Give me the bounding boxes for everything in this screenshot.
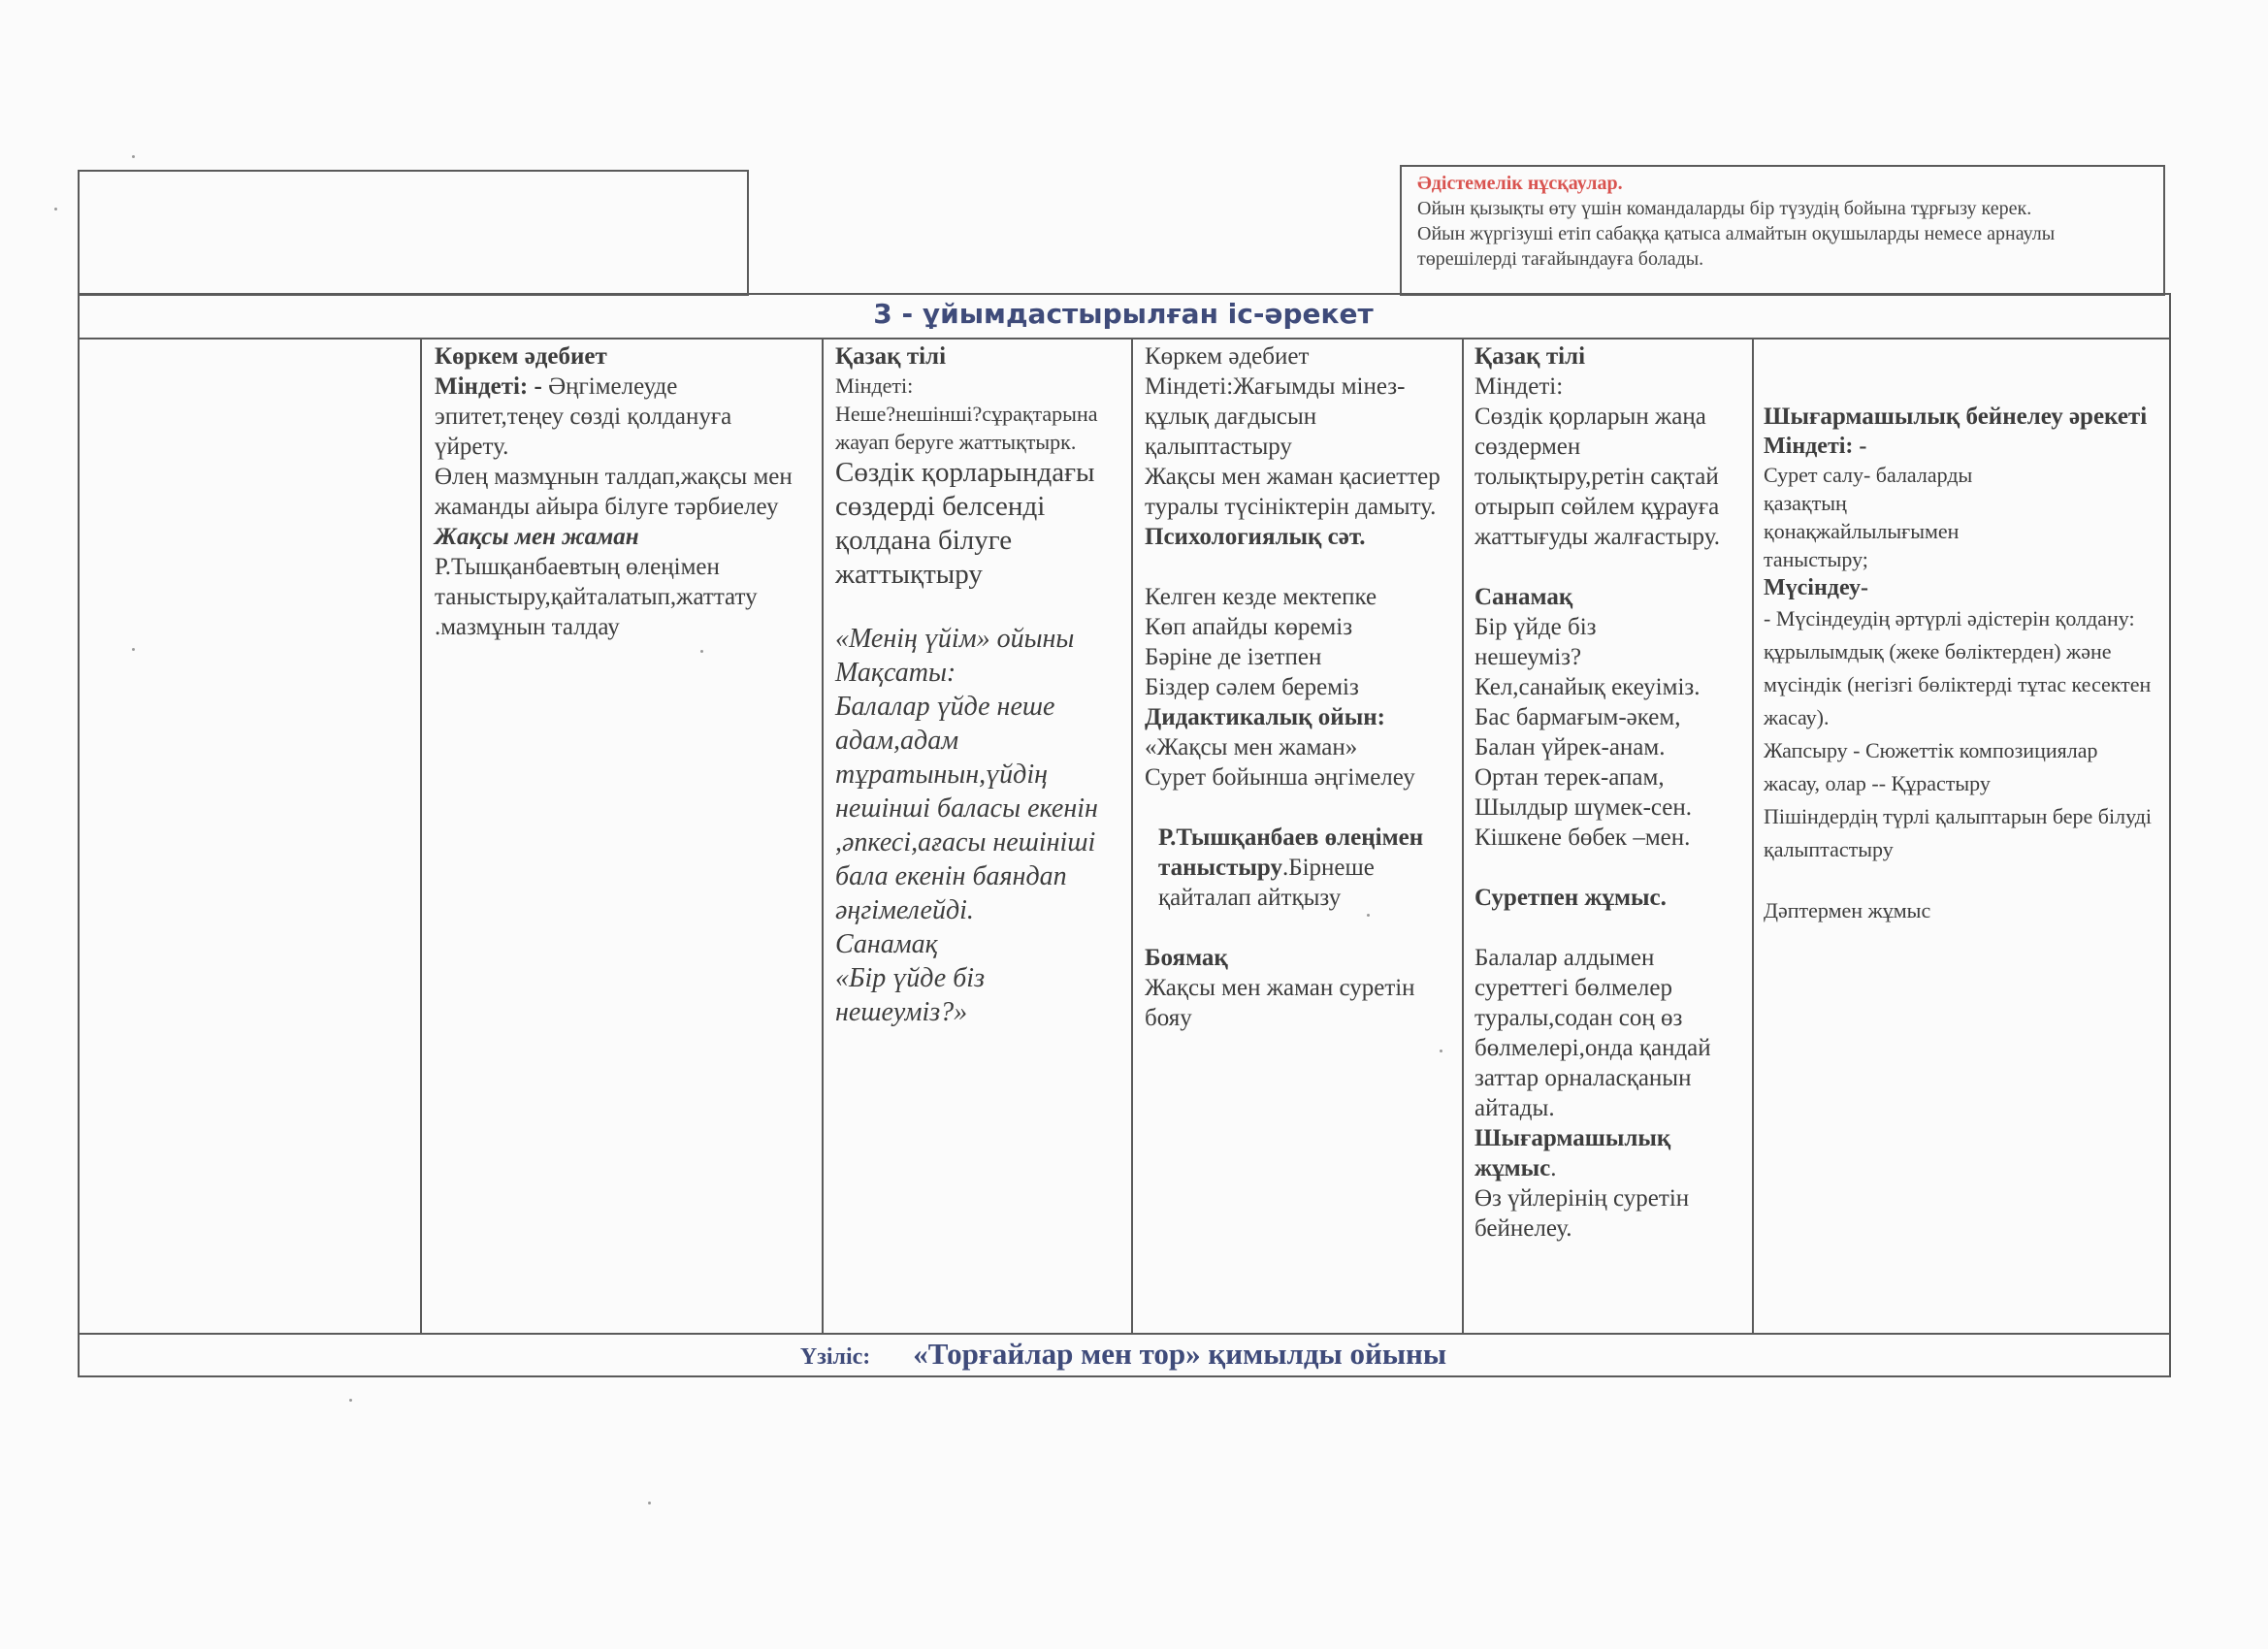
author-title: Р.Тышқанбаев өлеңімен таныстыру — [1158, 824, 1424, 881]
column-divider — [822, 338, 824, 1334]
column-literature-1 — [435, 341, 808, 642]
game-desc: Сурет бойынша әңгімелеу — [1145, 764, 1415, 791]
text-line: Жақсы мен жаман қасиеттер туралы түсініктерін дамыту. — [1145, 464, 1441, 520]
break-game: «Торғайлар мен тор» қимылды ойыны — [913, 1337, 1447, 1371]
coloring-title: Боямақ — [1145, 945, 1228, 971]
task-text: Неше?нешінші?сұрақтарына жауап беруге жаттықтырк. — [835, 402, 1098, 454]
applique-text: Жапсыру - Сюжеттік композициялар жасау, олар -- Құрастыру — [1764, 738, 2098, 795]
game-title: «Менің үйім» ойыны — [835, 624, 1075, 654]
notebook-text: Дәптермен жұмыс — [1764, 898, 1931, 922]
note-line: төрешілерді тағайындауға болады. — [1417, 248, 1704, 270]
subject-title: Қазақ тілі — [1474, 343, 1586, 370]
title-divider — [78, 338, 2171, 340]
psych-title: Психологиялық сәт. — [1145, 524, 1366, 550]
column-kazakh-2 — [1474, 341, 1746, 1244]
rhyme-line: Ортан терек-апам, — [1474, 764, 1665, 791]
goal-label: Мақсаты: — [835, 658, 956, 688]
task — [435, 372, 808, 462]
poem-line: Келген кезде мектепке — [1145, 584, 1377, 610]
text-line: Р.Тышқанбаевтың өлеңімен таныстыру,қайталатып,жаттату .мазмұнын талдау — [435, 554, 758, 640]
text-line: Өлең мазмұнын талдап,жақсы мен жаманды айыра білуге тәрбиелеу — [435, 464, 793, 520]
task-label: Міндеті: - — [1764, 434, 1867, 459]
scan-speck — [1440, 1050, 1442, 1052]
subject-title: Қазақ тілі — [835, 343, 947, 370]
column-divider — [1752, 338, 1754, 1334]
top-left-box — [78, 170, 749, 296]
scan-speck — [648, 1502, 651, 1504]
rhyme-line: Бас бармағым-әкем, — [1474, 704, 1681, 730]
sculpt-label: Мүсіндеу- — [1764, 575, 1868, 600]
note-line: Ойын қызықты өту үшін командаларды бір түзудің бойына тұрғызу керек. — [1417, 198, 2032, 219]
note-line: Ойын жүргізуші етіп сабаққа қатыса алмайтын оқушыларды немесе арнаулы — [1417, 223, 2056, 244]
game-title: «Жақсы мен жаман» — [1145, 734, 1358, 760]
column-divider — [1131, 338, 1133, 1334]
shapes-text: Пішіндердің түрлі қалыптарын бере білуді қалыптастыру — [1764, 804, 2153, 861]
scan-speck — [54, 208, 57, 210]
break-label: Үзіліс: — [799, 1344, 871, 1370]
rhyme-title: «Бір үйде біз нешеуміз?» — [835, 963, 986, 1027]
coloring-desc: Жақсы мен жаман суретін бояу — [1145, 975, 1415, 1031]
task-label: Міндеті: - — [435, 373, 549, 400]
subject-title: Көркем әдебиет — [435, 343, 607, 370]
picture-desc: Балалар алдымен суреттегі бөлмелер туралы,содан соң өз бөлмелері,онда қандай заттар орналасқанын айтады. — [1474, 945, 1711, 1121]
task-label: Міндеті: — [1474, 373, 1564, 400]
task-text: Міндеті:Жағымды мінез-құлық дағдысын қалыптастыру — [1145, 373, 1406, 460]
column-divider — [1462, 338, 1464, 1334]
scan-speck — [1367, 914, 1370, 917]
poem-line: Біздер сәлем береміз — [1145, 674, 1359, 700]
footer-divider — [78, 1333, 2171, 1335]
footer-break — [78, 1337, 2169, 1375]
topic-title: Жақсы мен жаман — [435, 524, 639, 550]
vocab-text: Сөздік қорларындағы сөздерді белсенді қолдана білуге жаттықтыру — [835, 457, 1095, 590]
scan-speck — [700, 650, 703, 653]
rhyme-label: Санамақ — [835, 929, 938, 959]
rhyme-line: Кел,санайық екеуіміз. — [1474, 674, 1701, 700]
poem-line: Көп апайды көреміз — [1145, 614, 1353, 640]
poem-line: Бәріне де ізетпен — [1145, 644, 1322, 670]
creative-dot: . — [1550, 1155, 1557, 1181]
column-creative — [1764, 402, 2156, 924]
rhyme-line: Шылдыр шүмек-сен. — [1474, 794, 1693, 821]
rhyme-line: Бір үйде біз — [1474, 614, 1597, 640]
section-title: 3 - ұйымдастырылған іс-әрекет — [873, 298, 1374, 330]
column-kazakh-1 — [835, 341, 1110, 1029]
author-tail: .Бірнеше қайталап айтқызу — [1158, 855, 1375, 911]
column-literature-2 — [1145, 341, 1450, 1033]
sculpt-text: - Мүсіндеудің әртүрлі әдістерін қолдану: құрылымдық (жеке бөліктерден) және мүсіндік (негізгі бөліктерді тұтас кесектен жасау). — [1764, 606, 2152, 729]
column-divider — [420, 338, 422, 1334]
scan-speck — [132, 648, 135, 651]
methodical-note — [1417, 171, 2155, 272]
subject-title: Шығармашылық бейнелеу әрекеті — [1764, 404, 2148, 430]
scan-speck — [349, 1399, 352, 1402]
creative-title: Шығармашылық жұмыс — [1474, 1125, 1671, 1181]
rhyme-line: нешеуміз? — [1474, 644, 1582, 670]
rhyme-line: Кішкене бөбек –мен. — [1474, 824, 1691, 851]
task-text: Сөздік қорларын жаңа сөздермен толықтыру,ретін сақтай отырып сөйлем құрауға жаттығуды жалғастыру. — [1474, 404, 1720, 550]
task-text: Әңгімелеуде эпитет,теңеу сөзді қолдануға үйрету. — [435, 373, 732, 460]
rhyme-label: Санамақ — [1474, 584, 1573, 610]
note-title: Әдістемелік нұсқаулар. — [1417, 173, 1623, 194]
scan-speck — [132, 155, 135, 158]
subject-title: Көркем әдебиет — [1145, 343, 1310, 370]
creative-desc: Өз үйлерінің суретін бейнелеу. — [1474, 1185, 1690, 1242]
didactic-title: Дидактикалық ойын: — [1145, 704, 1385, 730]
goal-text: Балалар үйде неше адам,адам тұратынын,үйдің нешінші баласы екенін ,әпкесі,ағасы нешініші бала екенін баяндап әңгімелейді. — [835, 692, 1098, 925]
task-label: Міндеті: — [835, 373, 914, 398]
picture-title: Суретпен жұмыс. — [1474, 885, 1667, 911]
drawing-text: Сурет салу- балаларды қазақтың қонақжайлылығымен таныстыру; — [1764, 463, 1973, 571]
rhyme-line: Балан үйрек-анам. — [1474, 734, 1666, 760]
